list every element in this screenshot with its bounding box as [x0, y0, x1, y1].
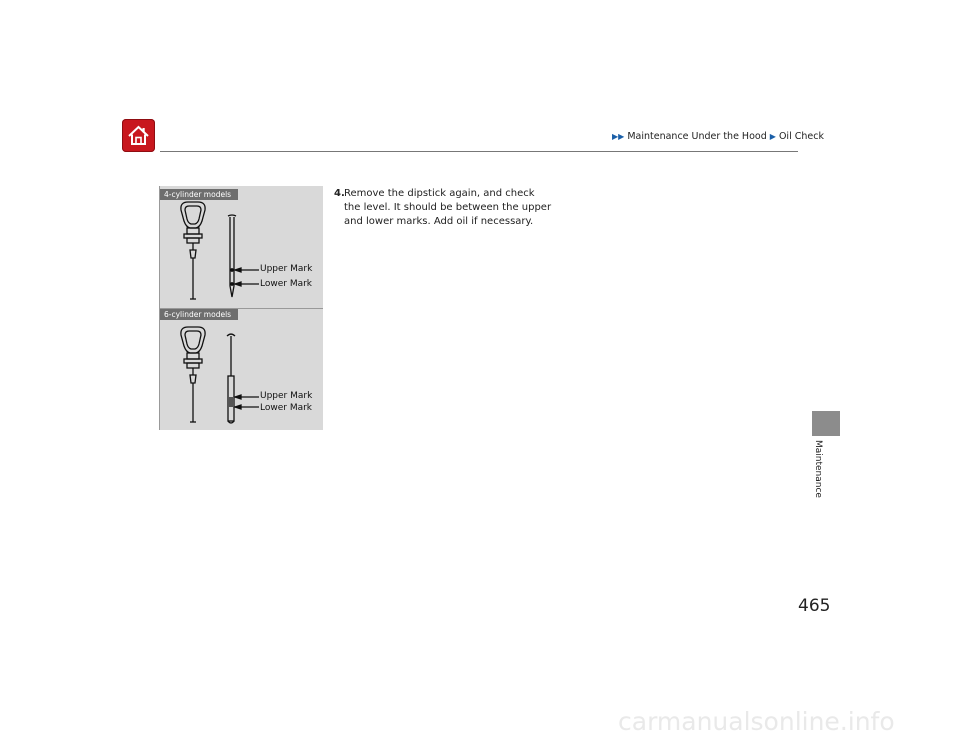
figure-tag-4-cylinder: 4-cylinder models [160, 189, 238, 200]
lower-mark-label-4cyl: Lower Mark [260, 279, 313, 289]
dipstick-figure [159, 186, 323, 430]
triangle-right-icon: ▶▶ [612, 132, 625, 141]
figure-tag-6-cylinder: 6-cylinder models [160, 309, 238, 320]
breadcrumb [612, 131, 824, 142]
header-rule [160, 151, 798, 152]
step-number: 4. [334, 188, 345, 199]
home-icon [126, 123, 151, 148]
instruction-step [334, 187, 554, 229]
watermark: carmanualsonline.info [618, 707, 895, 736]
section-tab[interactable] [812, 411, 840, 436]
upper-mark-label-4cyl: Upper Mark [260, 264, 313, 274]
upper-mark-label-6cyl: Upper Mark [260, 391, 313, 401]
breadcrumb-section[interactable]: Maintenance Under the Hood [627, 131, 767, 142]
step-text: Remove the dipstick again, and check the level. It should be between the upper and lower marks. Add oil if necessary. [344, 188, 552, 227]
page-number: 465 [798, 596, 831, 616]
breadcrumb-page[interactable]: Oil Check [778, 131, 824, 142]
lower-mark-label-6cyl: Lower Mark [260, 403, 313, 413]
section-tab-label: Maintenance [813, 440, 823, 498]
triangle-right-icon: ▶ [769, 132, 776, 141]
home-button[interactable] [122, 119, 155, 152]
